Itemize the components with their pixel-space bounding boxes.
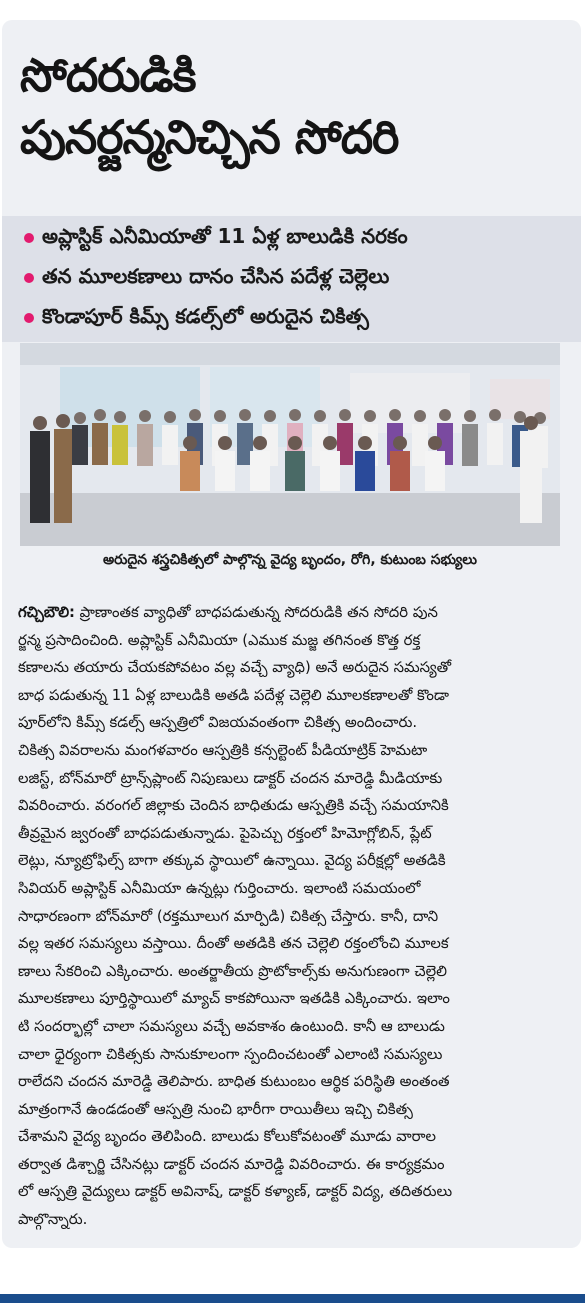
- article-line: కణాలను తయారు చేయకపోవటం వల్ల వచ్చే వ్యాధి) అనే అరుదైన సమస్యతో: [18, 659, 452, 677]
- headline-line-2: పునర్జన్మనిచ్చిన సోదరి: [20, 110, 399, 164]
- bullet-dot-icon: [24, 273, 34, 283]
- article-line: వివరించారు. వరంగల్ జిల్లాకు చెందిన బాధితుడు ఆస్పత్రికి వచ్చే సమయానికి: [18, 797, 449, 815]
- headline: [20, 44, 565, 168]
- highlight-item: [2, 258, 581, 298]
- article-line: చాలా ధైర్యంగా చికిత్సకు సానుకూలంగా స్పందించటంతో ఎలాంటి సమస్యలు: [18, 1045, 443, 1063]
- article-line: ణాలు సేకరించి ఎక్కించారు. అంతర్జాతీయ ప్రొటోకాల్స్‌కు అనుగుణంగా చెల్లెలి: [18, 962, 447, 980]
- dateline: గచ్చిబౌలి:: [18, 604, 75, 621]
- article-line: సివియర్ అప్లాస్టిక్ ఎనీమియా ఉన్నట్లు గుర్తించారు. ఇలాంటి సమయంలో: [18, 879, 421, 897]
- article-line: టి సందర్భాల్లో చాలా సమస్యలు వచ్చే అవకాశం ఉంటుంది. కానీ ఆ బాలుడు: [18, 1017, 445, 1035]
- article-line: ర్జన్మ ప్రసాదించింది. అప్లాస్టిక్ ఎనీమియా (ఎముక మజ్జ తగినంత కొత్త రక్త: [18, 631, 421, 649]
- article-line: లో ఆస్పత్రి వైద్యులు డాక్టర్ అవినాష్, డాక్టర్ కళ్యాణ్, డాక్టర్ విద్య, తదితరులు: [18, 1183, 453, 1201]
- article-line-text: ప్రాణాంతక వ్యాధితో బాధపడుతున్న సోదరుడికి తన సోదరి పున: [74, 604, 438, 621]
- footer-bar: [0, 1294, 585, 1303]
- article-line: సాధారణంగా బోన్‌మారో (రక్తమూలుగ మార్పిడి) చికిత్స చేస్తారు. కానీ, దాని: [18, 907, 439, 925]
- article-line: పూర్‌లోని కిమ్స్ కడల్స్ ఆస్పత్రిలో విజయవంతంగా చికిత్స అందించారు.: [18, 714, 418, 732]
- group-photo-illustration: [20, 343, 560, 546]
- article-line: పాల్గొన్నారు.: [18, 1211, 88, 1229]
- article-line: తర్వాత డిశ్చార్జి చేసినట్లు డాక్టర్ చందన మారెడ్డి వివరించారు. ఈ కార్యక్రమం: [18, 1155, 445, 1173]
- article-line: లెట్లు, న్యూట్రోఫిల్స్ బాగా తక్కువ స్థాయిలో ఉన్నాయి. వైద్య పరీక్షల్లో అతడికి: [18, 852, 446, 870]
- highlight-text: తన మూలకణాలు దానం చేసిన పదేళ్ల చెల్లెలు: [42, 263, 390, 288]
- group-photo: [20, 343, 560, 546]
- article-line: చికిత్స వివరాలను మంగళవారం ఆస్పత్రికి కన్సల్టెంట్ పీడియాట్రిక్ హెమటా: [18, 741, 428, 759]
- headline-line-1: సోదరుడికి: [20, 48, 196, 102]
- article-line: బాధ పడుతున్న 11 ఏళ్ల బాలుడికి అతడి పదేళ్ల చెల్లెలి మూలకణాలతో కొండా: [18, 686, 449, 704]
- article-line: మూలకణాలు పూర్తిస్థాయిలో మ్యాచ్ కాకపోయినా ఇతడికి ఎక్కించారు. ఇలాం: [18, 990, 450, 1008]
- article-line: మాత్రంగానే ఉండడంతో ఆస్పత్రి నుంచి భారీగా రాయితీలు ఇచ్చి చికిత్స: [18, 1100, 413, 1118]
- article-line: వల్ల ఇతర సమస్యలు వస్తాయి. దీంతో అతడికి తన చెల్లెలి రక్తంలోంచి మూలక: [18, 935, 449, 953]
- article-body: [18, 599, 564, 1239]
- article-line: తీవ్రమైన జ్వరంతో బాధపడుతున్నాడు. పైపెచ్చు రక్తంలో హిమోగ్లోబిన్, ప్లేట్: [18, 824, 432, 842]
- highlight-text: కొండాపూర్ కిమ్స్ కడల్స్‌లో అరుదైన చికిత్స: [42, 303, 369, 328]
- article-line: చేశామని వైద్య బృందం తెలిపింది. బాలుడు కోలుకోవటంతో మూడు వారాల: [18, 1128, 437, 1146]
- article-line: లజిస్ట్, బోన్‌మారో ట్రాన్స్‌ప్లాంట్ నిపుణులు డాక్టర్ చందన మారెడ్డి మీడియాకు: [18, 769, 443, 787]
- bullet-dot-icon: [24, 233, 34, 243]
- photo-caption: అరుదైన శస్త్రచికిత్సలో పాల్గొన్న వైద్య బృందం, రోగి, కుటుంబ సభ్యులు: [102, 552, 478, 568]
- highlights-list: [2, 216, 581, 342]
- article-line: రాలేదని చందన మారెడ్డి తెలిపారు. బాధిత కుటుంబం ఆర్థిక పరిస్థితి అంతంత: [18, 1073, 450, 1091]
- article-line: [18, 599, 564, 627]
- bullet-dot-icon: [24, 313, 34, 323]
- highlight-item: [2, 298, 581, 338]
- highlight-item: [2, 218, 581, 258]
- highlight-text: అప్లాస్టిక్ ఎనీమియాతో 11 ఏళ్ల బాలుడికి నరకం: [42, 223, 408, 248]
